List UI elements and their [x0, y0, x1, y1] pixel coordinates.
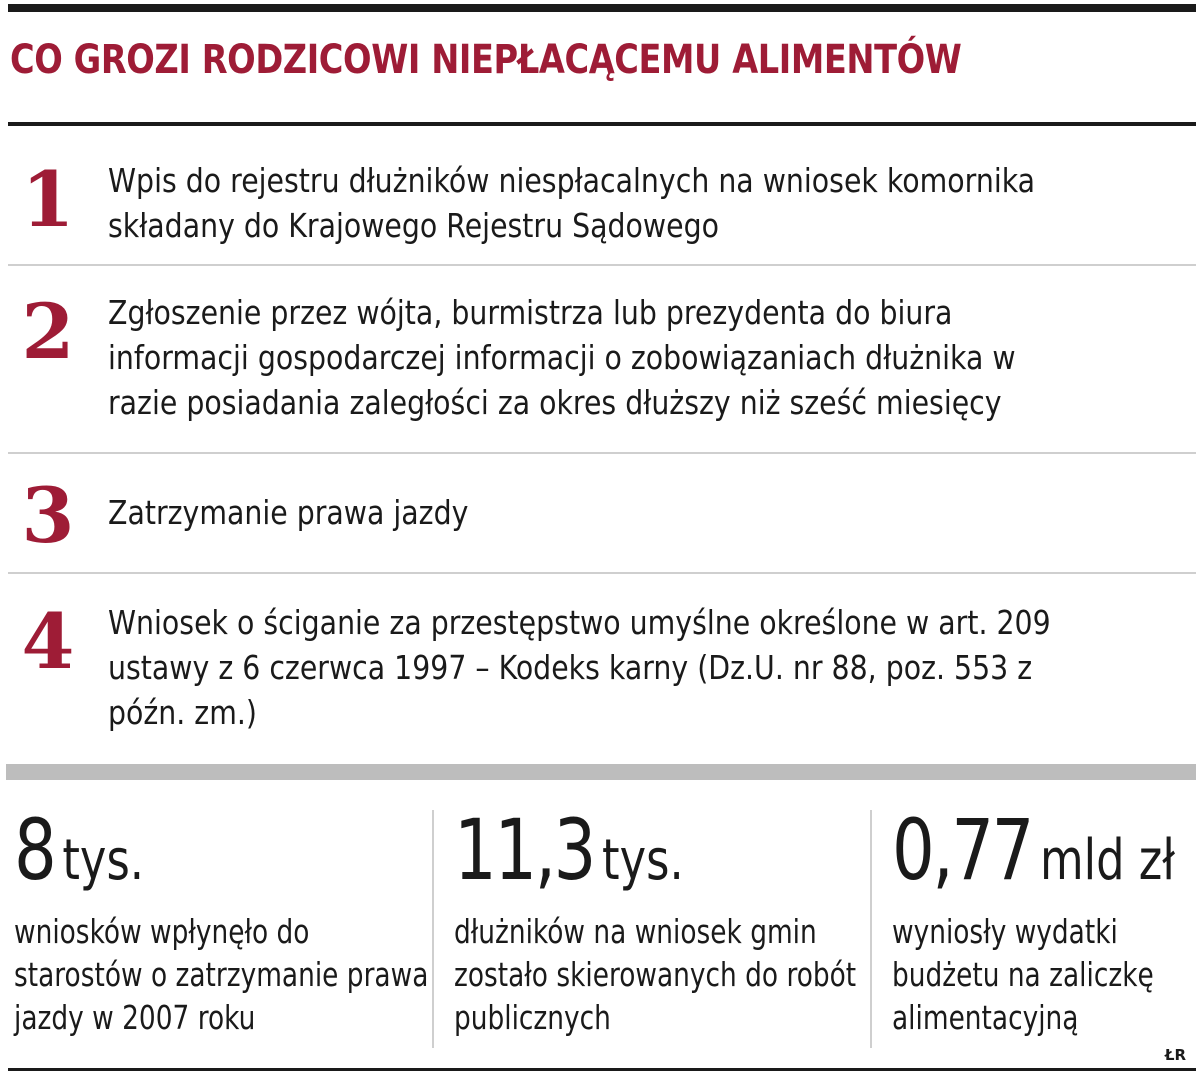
item-number: 3: [21, 471, 75, 560]
column-divider: [870, 810, 872, 1048]
stat-description: wyniosły wydatki budżetu na zaliczkę alimentacyjną: [892, 912, 1154, 1037]
stat-unit: tys.: [62, 828, 145, 893]
author-credit: ŁR: [1164, 1046, 1186, 1064]
stat-block-2: [454, 800, 864, 1050]
stat-block-3: [892, 800, 1192, 1050]
page-title: CO GROZI RODZICOWI NIEPŁACĄCEMU ALIMENTÓW: [10, 37, 962, 83]
stat-description: wniosków wpłynęło do starostów o zatrzymanie prawa jazdy w 2007 roku: [14, 912, 429, 1037]
list-item-1: [8, 150, 1196, 260]
stat-figure: [892, 800, 1175, 911]
divider: [8, 572, 1196, 574]
stat-figure: [14, 800, 144, 911]
item-number: 2: [21, 287, 75, 376]
list-item-3: [8, 470, 1196, 565]
section-divider: [6, 764, 1196, 780]
divider: [8, 452, 1196, 454]
item-text: Zgłoszenie przez wójta, burmistrza lub prezydenta do biura informacji gospodarczej informacji o zobowiązaniach dłużnika w razie posiadania zaległości za okres dłuższy niż sześć miesięcy: [108, 293, 1016, 422]
list-item-2: [8, 282, 1196, 442]
top-rule: [8, 4, 1196, 12]
stat-value: 11,3: [454, 801, 595, 899]
item-number: 1: [21, 155, 75, 244]
stat-unit: tys.: [602, 828, 684, 893]
stat-figure: [454, 800, 684, 911]
column-divider: [432, 810, 434, 1048]
bottom-rule: [8, 1068, 1196, 1071]
stat-description: dłużników na wniosek gmin zostało skierowanych do robót publicznych: [454, 912, 857, 1037]
divider: [8, 264, 1196, 266]
list-item-4: [8, 592, 1196, 752]
stat-value: 0,77: [892, 801, 1033, 899]
item-text: Zatrzymanie prawa jazdy: [108, 493, 469, 532]
stat-value: 8: [14, 801, 55, 899]
item-text: Wpis do rejestru dłużników niespłacalnych na wniosek komornika składany do Krajowego Rejestru Sądowego: [108, 161, 1036, 245]
item-number: 4: [21, 597, 75, 686]
stat-unit: mld zł: [1040, 828, 1176, 893]
stat-block-1: [14, 800, 429, 1050]
item-text: Wniosek o ściganie za przestępstwo umyślne określone w art. 209 ustawy z 6 czerwca 1997 – Kodeks karny (Dz.U. nr 88, poz. 553 z późn. zm.): [108, 603, 1051, 732]
title-rule: [8, 122, 1196, 126]
